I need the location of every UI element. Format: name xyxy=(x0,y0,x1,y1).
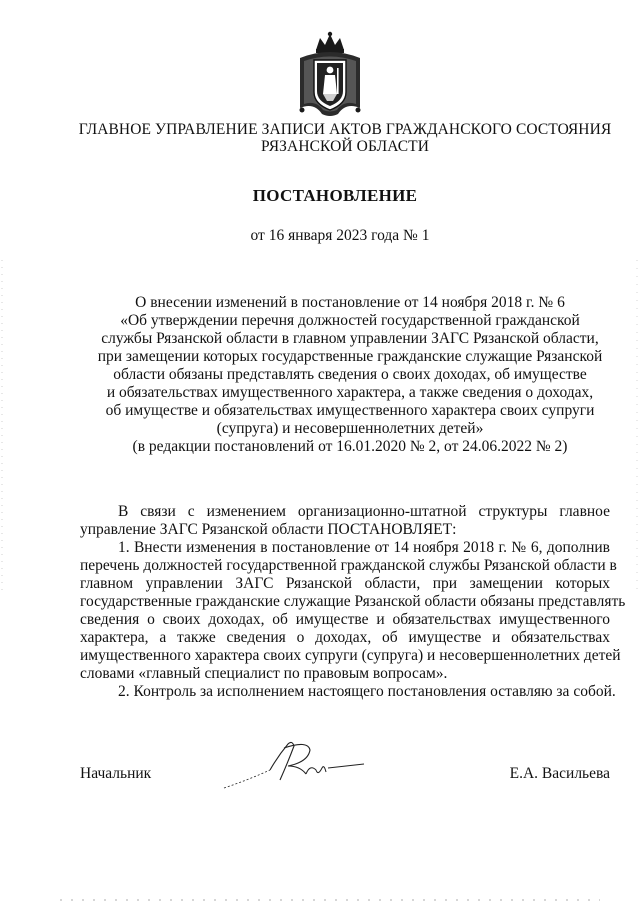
body-line: 1. Внести изменения в постановление от 14 ноября 2018 г. № 6, дополнив xyxy=(118,539,610,556)
binding-dots xyxy=(0,260,6,590)
body-line: характера, а также сведения о доходах, об имуществе и обязательствах xyxy=(80,629,610,646)
scan-edge-dots xyxy=(60,898,600,902)
title-line: и обязательствах имущественного характера, а также сведения о доходах, xyxy=(106,384,594,401)
body-line: перечень должностей государственной гражданской службы Рязанской области в xyxy=(80,557,617,574)
body-line: сведения о своих доходах, об имуществе и обязательствах имущественного xyxy=(80,611,610,628)
document-date-number: от 16 января 2023 года № 1 xyxy=(250,227,430,244)
body-line: В связи с изменением организационно-штатной структуры главное xyxy=(118,503,610,520)
body-line: государственные гражданские служащие Рязанской области обязаны представлять xyxy=(80,593,626,610)
body-line: 2. Контроль за исполнением настоящего постановления оставляю за собой. xyxy=(118,683,616,700)
body-line: главном управлении ЗАГС Рязанской области, при замещении которых xyxy=(80,575,610,592)
title-line: О внесении изменений в постановление от 14 ноября 2018 г. № 6 xyxy=(135,294,565,311)
ryazan-coat-of-arms-icon xyxy=(294,30,366,120)
title-line: об имуществе и обязательствах имущественного характера своих супруги xyxy=(105,402,595,419)
title-amendments-line: (в редакции постановлений от 16.01.2020 № 2, от 24.06.2022 № 2) xyxy=(132,438,568,455)
document-type: ПОСТАНОВЛЕНИЕ xyxy=(252,186,418,205)
agency-name-line1: ГЛАВНОЕ УПРАВЛЕНИЕ ЗАПИСИ АКТОВ ГРАЖДАНСКОГО СОСТОЯНИЯ xyxy=(78,121,612,138)
title-line: области обязаны представлять сведения о своих доходах, об имуществе xyxy=(113,366,587,383)
signatory-name: Е.А. Васильева xyxy=(509,765,610,782)
handwritten-signature-icon xyxy=(218,736,368,794)
signatory-position: Начальник xyxy=(80,765,152,782)
body-line: словами «главный специалист по правовым вопросам». xyxy=(80,665,448,682)
body-line: имущественного характера своих супруги (супруга) и несовершеннолетних детей xyxy=(80,647,621,664)
title-line: «Об утверждении перечня должностей государственной гражданской xyxy=(120,312,580,329)
body-line: управление ЗАГС Рязанской области ПОСТАНОВЛЯЕТ: xyxy=(80,521,457,538)
title-line: (супруга) и несовершеннолетних детей» xyxy=(216,420,484,437)
binding-dots xyxy=(634,260,640,590)
title-line: при замещении которых государственные гражданские служащие Рязанской xyxy=(97,348,603,365)
title-line: службы Рязанской области в главном управлении ЗАГС Рязанской области, xyxy=(101,330,599,347)
agency-name-line2: РЯЗАНСКОЙ ОБЛАСТИ xyxy=(260,138,430,155)
